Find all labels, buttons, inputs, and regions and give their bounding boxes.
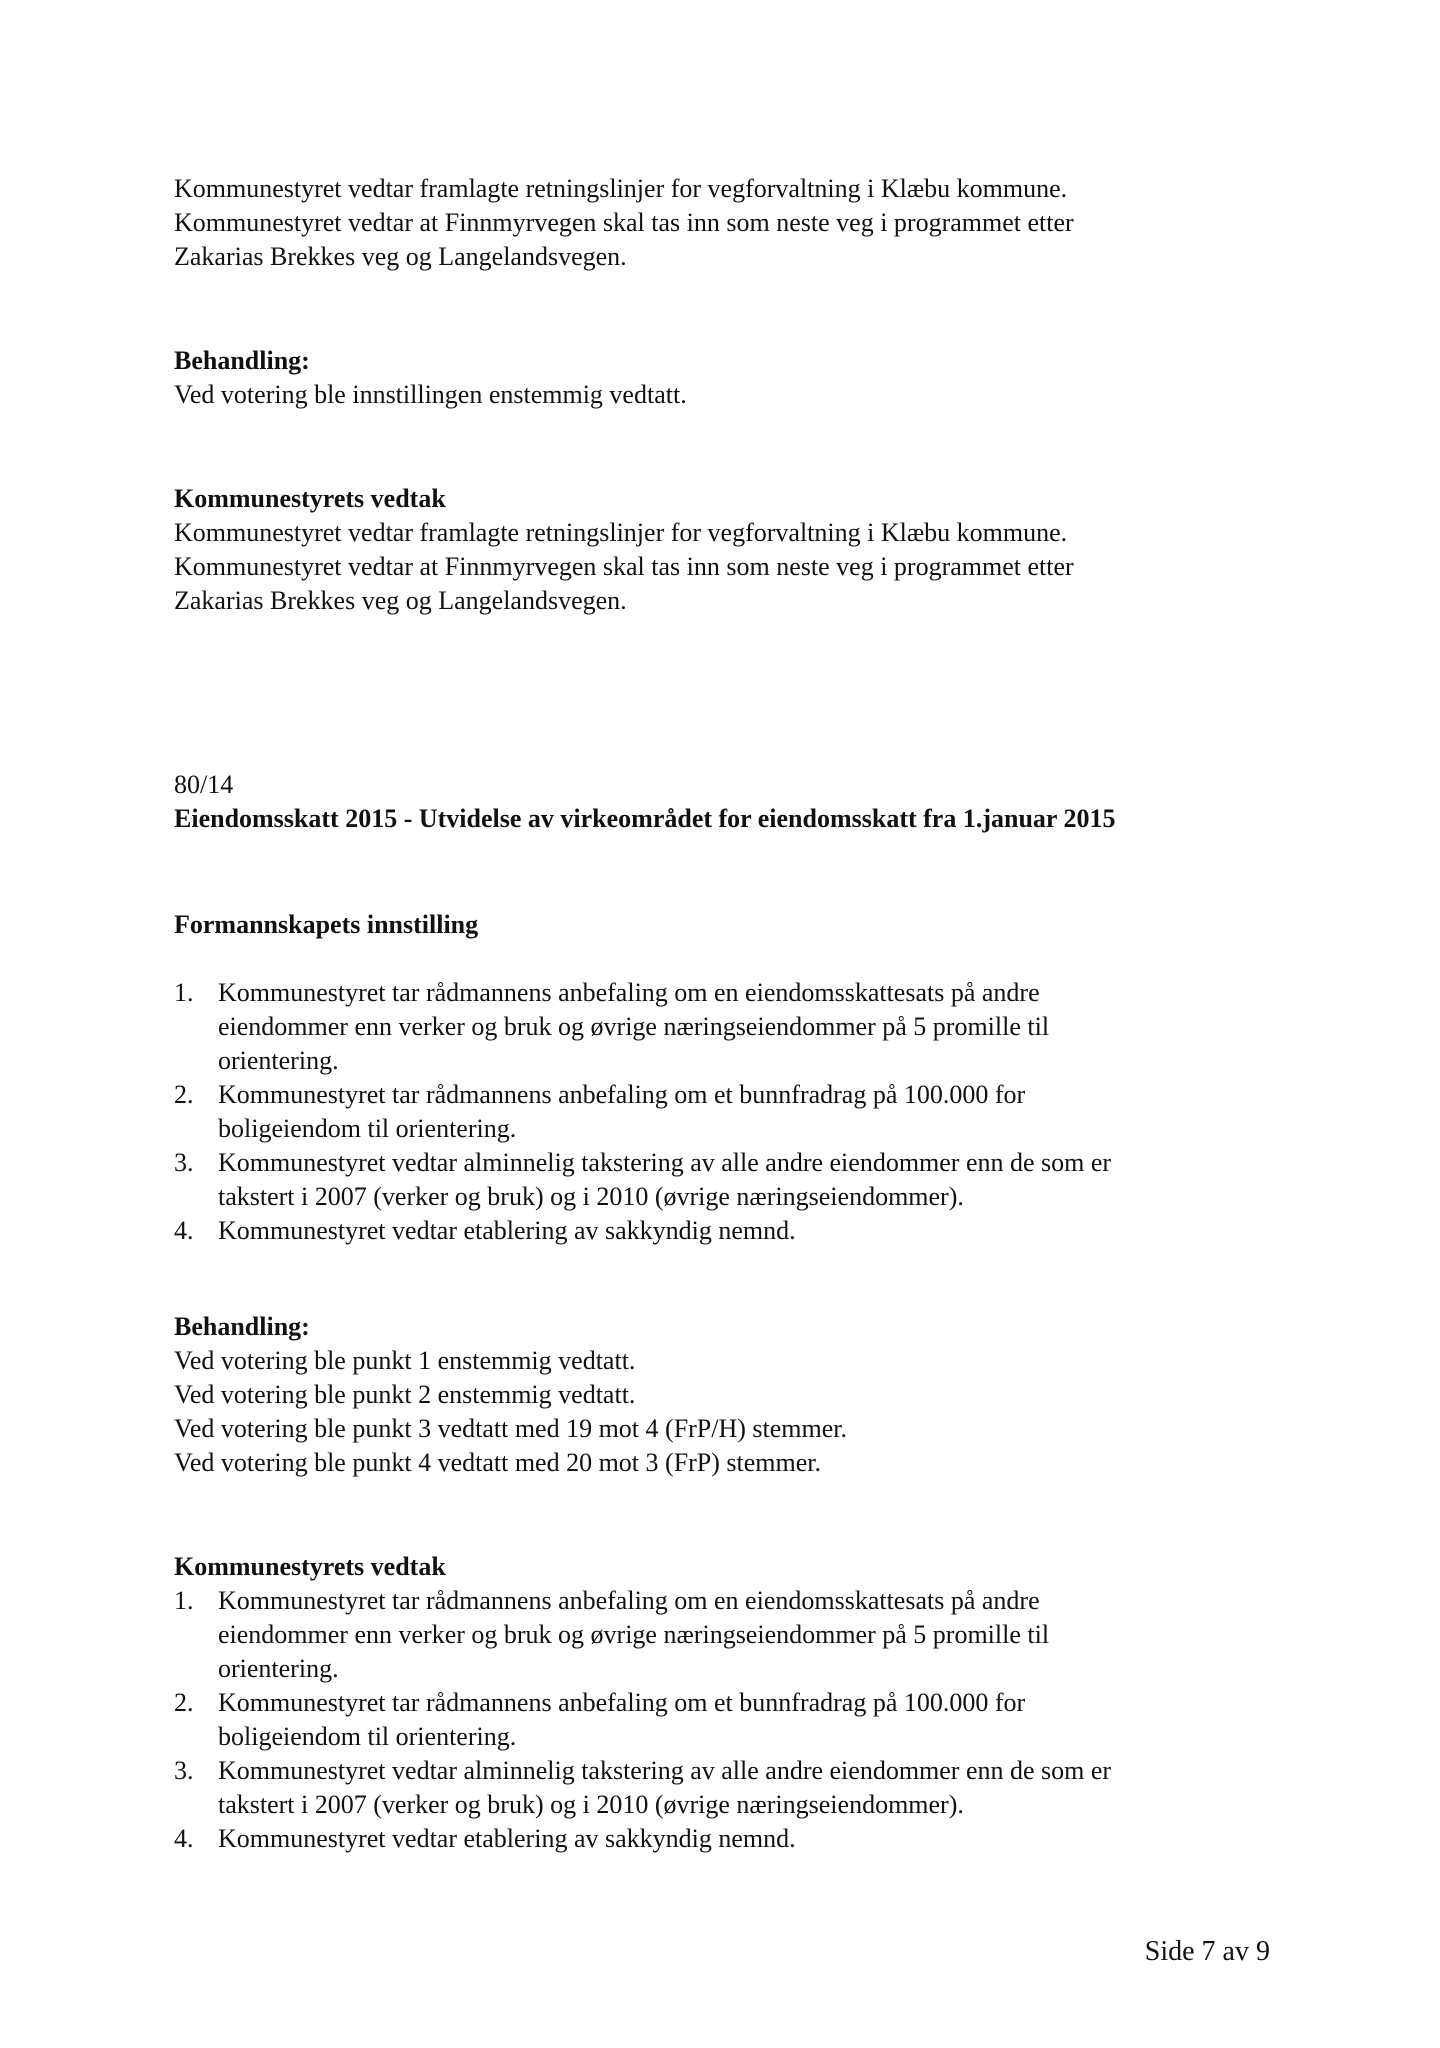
item-number: 2.	[174, 1080, 194, 1109]
item-line: orientering.	[218, 1046, 339, 1075]
item-number: 3.	[174, 1756, 194, 1785]
item-line: orientering.	[218, 1654, 339, 1683]
behandling-heading: Behandling:	[174, 1312, 310, 1341]
item-number: 4.	[174, 1824, 194, 1853]
item-line: Kommunestyret tar rådmannens anbefaling om et bunnfradrag på 100.000 for	[218, 1080, 1026, 1109]
case-number: 80/14	[174, 770, 234, 799]
intro-line: Kommunestyret vedtar framlagte retningslinjer for vegforvaltning i Klæbu kommune.	[174, 174, 1068, 203]
item-line: boligeiendom til orientering.	[218, 1114, 517, 1143]
behandling-line: Ved votering ble punkt 3 vedtatt med 19 mot 4 (FrP/H) stemmer.	[174, 1414, 848, 1443]
item-line: Kommunestyret vedtar etablering av sakkyndig nemnd.	[218, 1824, 796, 1853]
list-item	[174, 1754, 1294, 1822]
vedtak-section-2	[174, 1550, 1294, 1856]
intro-paragraph	[174, 172, 1294, 274]
case-title: Eiendomsskatt 2015 - Utvidelse av virkeområdet for eiendomsskatt fra 1.januar 2015	[174, 804, 1116, 833]
item-number: 1.	[174, 978, 194, 1007]
behandling-section-1	[174, 344, 1294, 412]
item-line: boligeiendom til orientering.	[218, 1722, 517, 1751]
list-item	[174, 1686, 1294, 1754]
item-number: 1.	[174, 1586, 194, 1615]
intro-line: Zakarias Brekkes veg og Langelandsvegen.	[174, 242, 627, 271]
item-line: Kommunestyret tar rådmannens anbefaling om et bunnfradrag på 100.000 for	[218, 1688, 1026, 1717]
intro-line: Kommunestyret vedtar at Finnmyrvegen skal tas inn som neste veg i programmet etter	[174, 208, 1074, 237]
innstilling-section	[174, 908, 1294, 1248]
list-item	[174, 1822, 1294, 1856]
item-line: eiendommer enn verker og bruk og øvrige næringseiendommer på 5 promille til	[218, 1012, 1050, 1041]
item-line: eiendommer enn verker og bruk og øvrige næringseiendommer på 5 promille til	[218, 1620, 1050, 1649]
item-line: Kommunestyret tar rådmannens anbefaling om en eiendomsskattesats på andre	[218, 1586, 1040, 1615]
item-line: Kommunestyret vedtar alminnelig takstering av alle andre eiendommer enn de som er	[218, 1148, 1112, 1177]
item-number: 4.	[174, 1216, 194, 1245]
item-line: Kommunestyret tar rådmannens anbefaling om en eiendomsskattesats på andre	[218, 978, 1040, 1007]
vedtak-heading: Kommunestyrets vedtak	[174, 1552, 446, 1581]
case-header	[174, 768, 1294, 836]
page-number: Side 7 av 9	[1144, 1936, 1270, 1967]
vedtak-heading: Kommunestyrets vedtak	[174, 484, 446, 513]
vedtak-line: Kommunestyret vedtar framlagte retningslinjer for vegforvaltning i Klæbu kommune.	[174, 518, 1068, 547]
item-number: 2.	[174, 1688, 194, 1717]
item-line: Kommunestyret vedtar alminnelig takstering av alle andre eiendommer enn de som er	[218, 1756, 1112, 1785]
vedtak-line: Zakarias Brekkes veg og Langelandsvegen.	[174, 586, 627, 615]
list-item	[174, 1078, 1294, 1146]
list-item	[174, 1584, 1294, 1686]
behandling-line: Ved votering ble punkt 4 vedtatt med 20 mot 3 (FrP) stemmer.	[174, 1448, 822, 1477]
item-number: 3.	[174, 1148, 194, 1177]
list-item	[174, 1214, 1294, 1248]
item-line: takstert i 2007 (verker og bruk) og i 2010 (øvrige næringseiendommer).	[218, 1182, 964, 1211]
list-item	[174, 1146, 1294, 1214]
vedtak-list	[174, 1584, 1294, 1856]
behandling-heading: Behandling:	[174, 346, 310, 375]
innstilling-list	[174, 976, 1294, 1248]
behandling-line: Ved votering ble punkt 1 enstemmig vedtatt.	[174, 1346, 636, 1375]
vedtak-line: Kommunestyret vedtar at Finnmyrvegen skal tas inn som neste veg i programmet etter	[174, 552, 1074, 581]
behandling-section-2	[174, 1310, 1294, 1480]
vedtak-section-1	[174, 482, 1294, 618]
item-line: Kommunestyret vedtar etablering av sakkyndig nemnd.	[218, 1216, 796, 1245]
list-item	[174, 976, 1294, 1078]
innstilling-heading: Formannskapets innstilling	[174, 910, 479, 939]
behandling-text: Ved votering ble innstillingen enstemmig vedtatt.	[174, 380, 687, 409]
behandling-line: Ved votering ble punkt 2 enstemmig vedtatt.	[174, 1380, 636, 1409]
item-line: takstert i 2007 (verker og bruk) og i 2010 (øvrige næringseiendommer).	[218, 1790, 964, 1819]
